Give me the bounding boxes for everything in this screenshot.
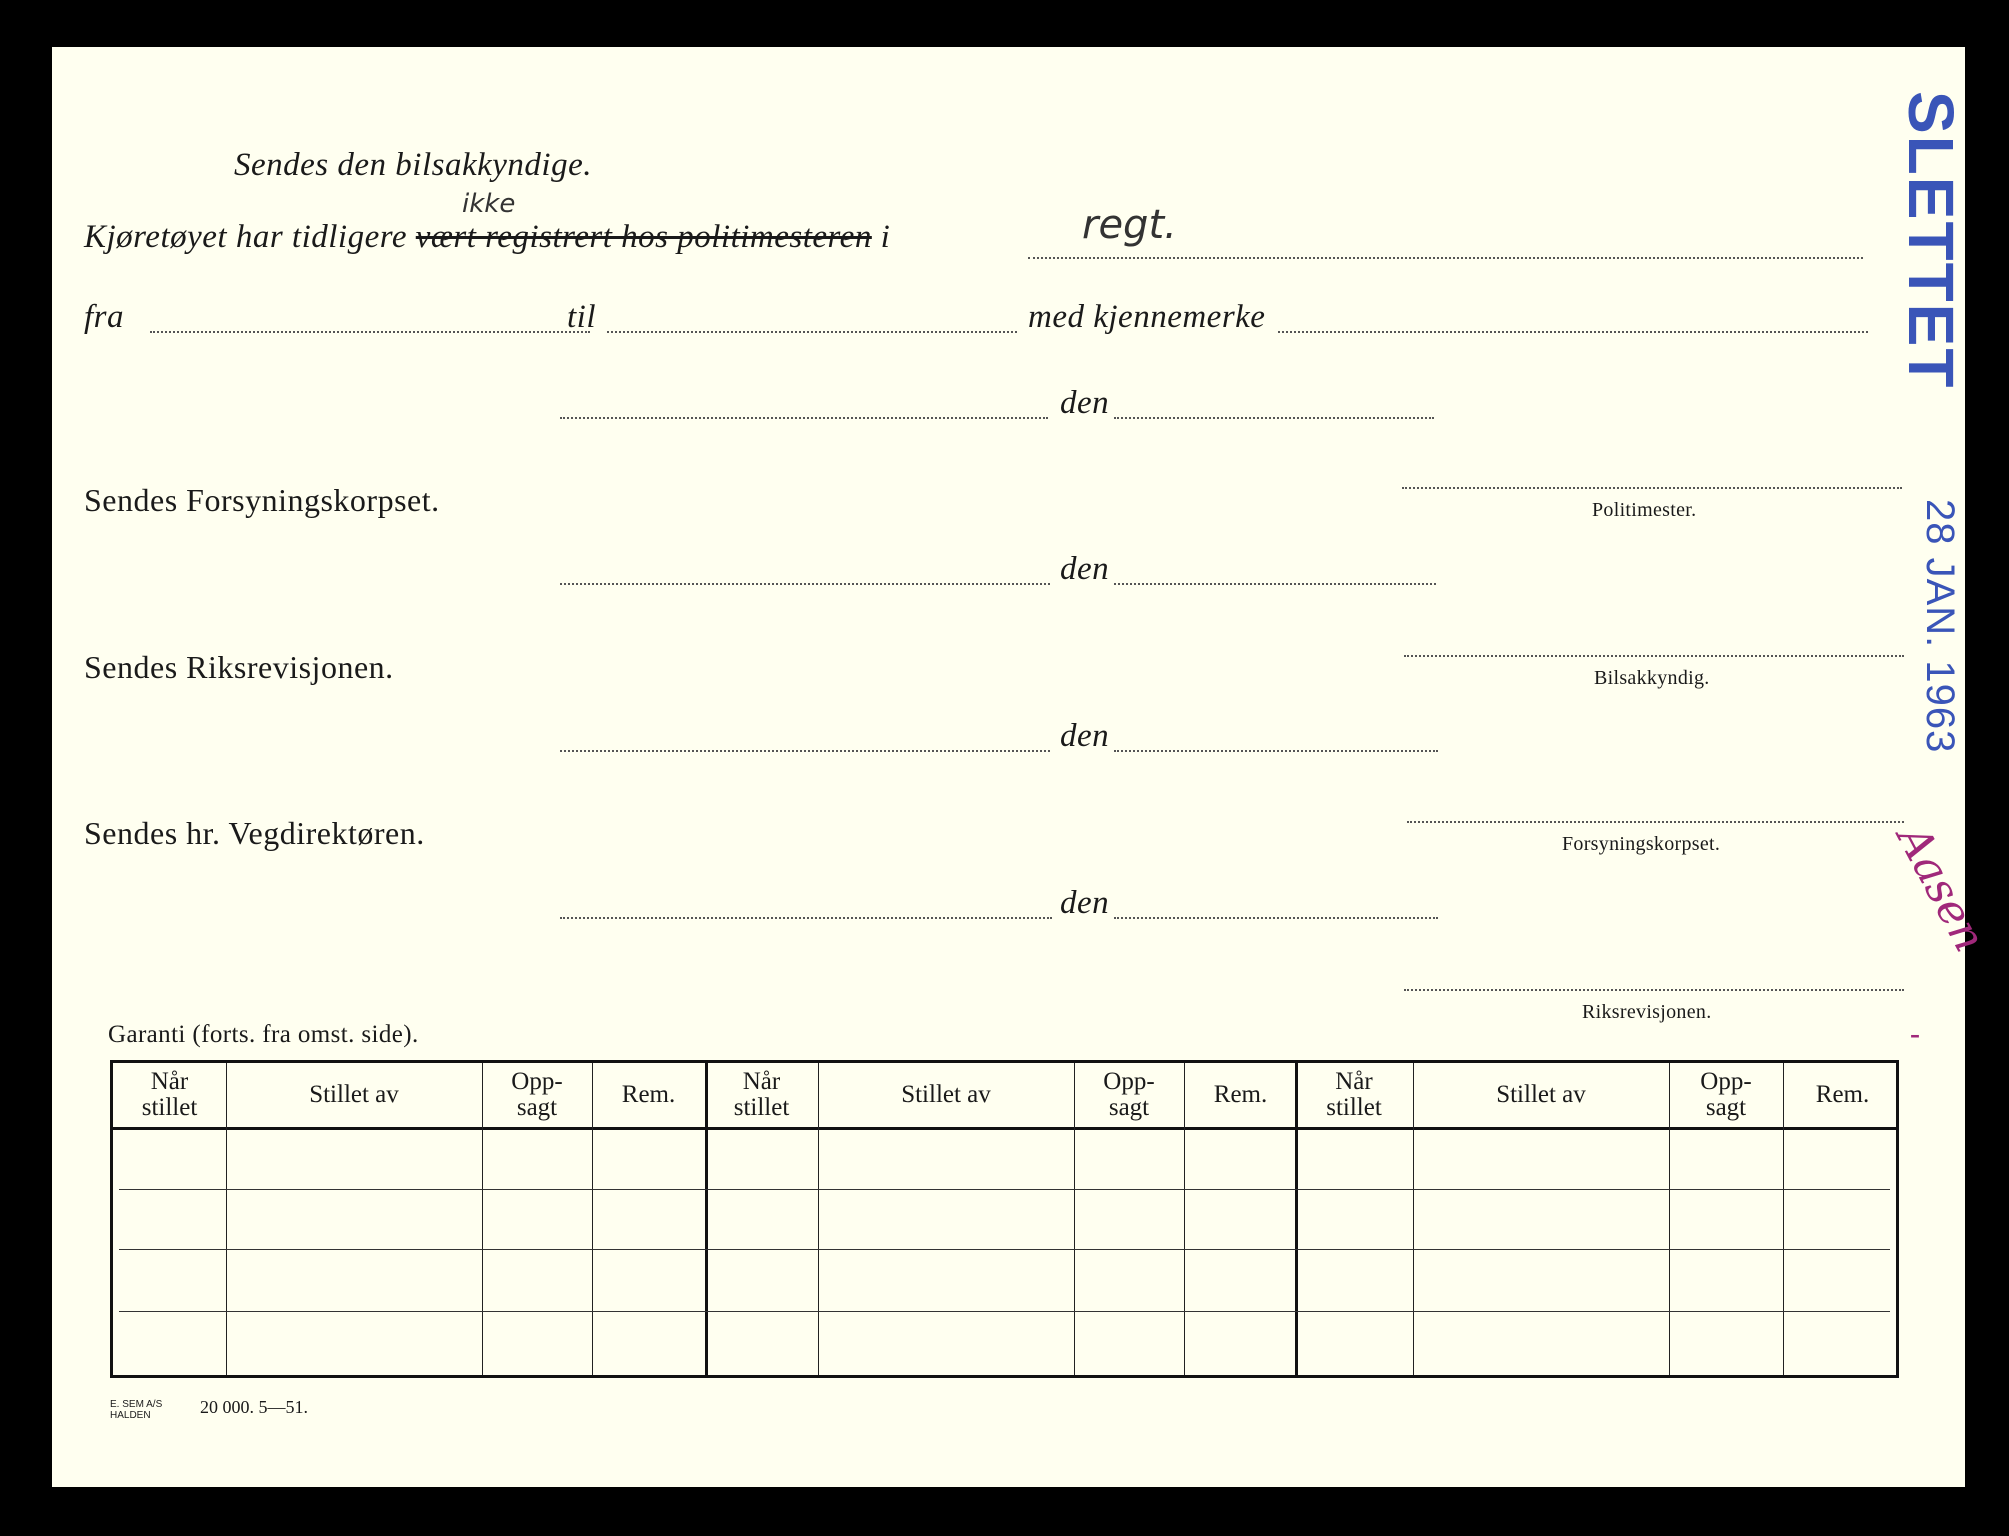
signature-dash: - <box>1910 1017 1920 1050</box>
header-rem-1 <box>592 1063 705 1127</box>
form-card <box>52 47 1996 1487</box>
header-text: Stillet av <box>309 1081 399 1108</box>
header-text: Når stillet <box>733 1068 790 1121</box>
column-divider <box>1669 1063 1670 1375</box>
column-divider <box>1413 1063 1414 1375</box>
header-rem-2 <box>1184 1063 1297 1127</box>
stamp-date: 28 JAN. 1963 <box>1918 499 1962 754</box>
header-nar-2 <box>705 1063 818 1127</box>
header-oppsagt-2 <box>1074 1063 1184 1127</box>
header-text: Rem. <box>621 1081 676 1108</box>
column-divider <box>226 1063 227 1375</box>
section3-place-line[interactable] <box>560 750 1050 752</box>
column-divider <box>592 1063 593 1375</box>
header-rem-3 <box>1783 1063 1902 1127</box>
header-text: Opp- sagt <box>1700 1068 1752 1121</box>
registration-dotted-line <box>1028 257 1863 259</box>
deleted-stamp <box>1895 91 1968 811</box>
til-label: til <box>567 299 597 335</box>
section3-signature-line[interactable] <box>1407 821 1904 823</box>
header-text: Opp- sagt <box>511 1068 563 1121</box>
section1-signature-line[interactable] <box>1402 487 1902 489</box>
header-oppsagt-3 <box>1669 1063 1783 1127</box>
group-divider <box>705 1063 708 1375</box>
title-vegdirektoren: Sendes hr. Vegdirektøren. <box>84 815 425 851</box>
section4-date-line[interactable] <box>1114 917 1438 919</box>
signer-riksrevisjonen: Riksrevisjonen. <box>1582 1001 1712 1023</box>
purple-signature: Aasen <box>1886 817 1996 961</box>
signer-bilsakkyndig: Bilsakkyndig. <box>1594 667 1710 689</box>
title-forsyningskorpset: Sendes Forsyningskorpset. <box>84 482 440 518</box>
table-header-rule <box>113 1127 1896 1130</box>
section4-signature-line[interactable] <box>1404 989 1904 991</box>
column-divider <box>1074 1063 1075 1375</box>
guarantee-caption: Garanti (forts. fra omst. side). <box>108 1021 419 1048</box>
fra-dotted-line[interactable] <box>150 331 590 333</box>
guarantee-table <box>110 1060 1899 1378</box>
section1-place-line[interactable] <box>560 417 1048 419</box>
header-text: Stillet av <box>1496 1081 1586 1108</box>
header-stillet-av-2 <box>818 1063 1074 1127</box>
previous-registration-line <box>84 219 890 256</box>
table-row-rule <box>119 1311 1890 1312</box>
column-divider <box>818 1063 819 1375</box>
header-text: Rem. <box>1815 1081 1870 1108</box>
fra-label: fra <box>84 299 125 335</box>
header-text: Når stillet <box>141 1068 198 1121</box>
kjennemerke-label: med kjennemerke <box>1028 299 1266 335</box>
section2-den: den <box>1060 551 1110 587</box>
signer-politimester: Politimester. <box>1592 499 1697 521</box>
header-text: Opp- sagt <box>1103 1068 1155 1121</box>
handwritten-regt: regt. <box>1082 202 1177 248</box>
section3-den: den <box>1060 718 1110 754</box>
header-text: Stillet av <box>901 1081 991 1108</box>
printer-city: HALDEN <box>110 1410 151 1421</box>
section3-date-line[interactable] <box>1114 750 1438 752</box>
section1-den: den <box>1060 385 1110 421</box>
header-nar-1 <box>113 1063 226 1127</box>
handwritten-ikke: ikke <box>462 189 516 219</box>
section4-den: den <box>1060 885 1110 921</box>
signer-forsyningskorpset: Forsyningskorpset. <box>1562 833 1721 855</box>
print-run-info: 20 000. 5—51. <box>200 1397 308 1417</box>
section2-date-line[interactable] <box>1114 583 1436 585</box>
title-riksrevisjonen: Sendes Riksrevisjonen. <box>84 649 394 685</box>
registration-struck-text: vært registrert hos politimesteren <box>415 219 872 255</box>
header-stillet-av-1 <box>226 1063 482 1127</box>
header-stillet-av-3 <box>1413 1063 1669 1127</box>
registration-suffix: i <box>880 219 891 255</box>
header-nar-3 <box>1295 1063 1413 1127</box>
kjennemerke-dotted-line[interactable] <box>1278 331 1868 333</box>
group-divider <box>1295 1063 1298 1375</box>
header-text: Når stillet <box>1326 1068 1382 1121</box>
send-to-bilsakkyndige: Sendes den bilsakkyndige. <box>234 147 592 183</box>
til-dotted-line[interactable] <box>607 331 1017 333</box>
section4-place-line[interactable] <box>560 917 1052 919</box>
table-row-rule <box>119 1189 1890 1190</box>
column-divider <box>1184 1063 1185 1375</box>
registration-prefix: Kjøretøyet har tidligere <box>84 219 408 255</box>
printer-name: E. SEM A/S <box>110 1399 163 1410</box>
section2-place-line[interactable] <box>560 583 1050 585</box>
stamp-word: SLETTET <box>1895 91 1967 390</box>
table-row-rule <box>119 1249 1890 1250</box>
header-text: Rem. <box>1213 1081 1268 1108</box>
header-oppsagt-1 <box>482 1063 592 1127</box>
section2-signature-line[interactable] <box>1404 655 1904 657</box>
column-divider <box>482 1063 483 1375</box>
section1-date-line[interactable] <box>1114 417 1434 419</box>
column-divider <box>1783 1063 1784 1375</box>
printer-mark <box>110 1399 162 1421</box>
